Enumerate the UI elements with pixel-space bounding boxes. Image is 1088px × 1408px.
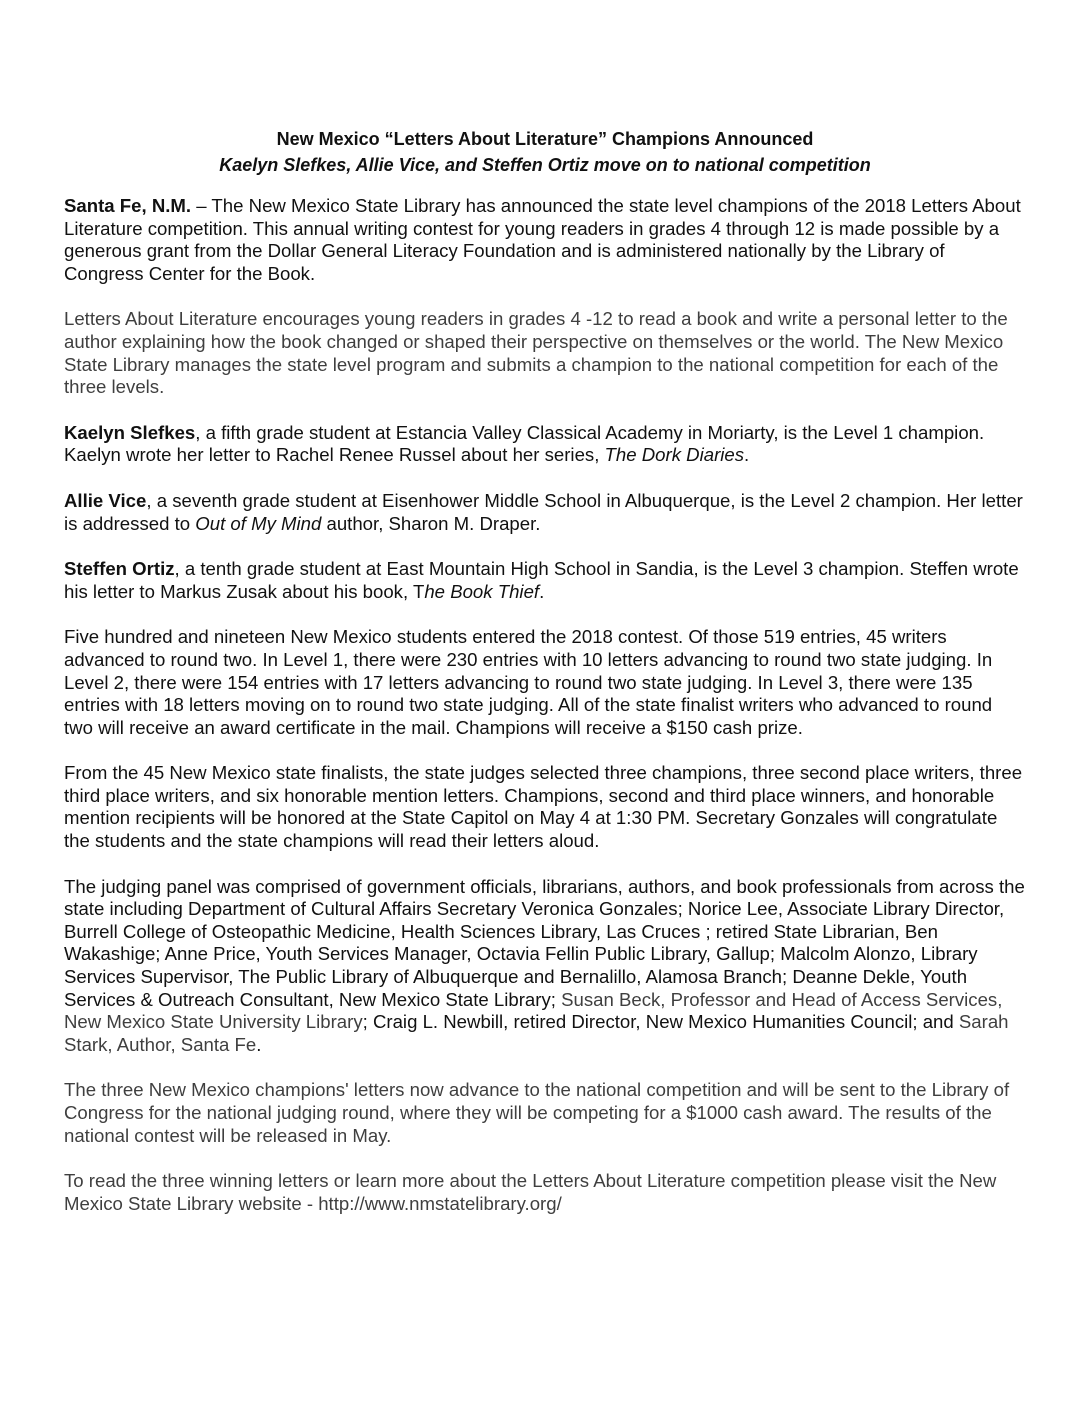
paragraph-program: Letters About Literature encourages young readers in grades 4 -12 to read a book and write a personal letter to the author explaining how the book changed or shaped their perspective on themselves or the world. The New Mexico State Library manages the state level program and submits a champion to the national competition for each of the three levels. xyxy=(64,308,1008,398)
champion-name: Kaelyn Slefkes xyxy=(64,421,196,443)
champion-name: Steffen Ortiz xyxy=(64,558,175,580)
paragraph-finalists: From the 45 New Mexico state finalists, the state judges selected three champions, three second place writers, three third place writers, and six honorable mention letters. Champions, second and third place winners, and honorable mention recipients will be honored at the State Capitol on May 4 at 1:30 PM. Secretary Gonzales will congratulate the students and the state champions will read their letters aloud. xyxy=(64,762,1023,852)
champion-text: , a tenth grade student at East Mountain High School in Sandia, is the Level 3 champion. Steffen wrote his letter to Markus Zusak about his book, T xyxy=(64,558,1019,602)
paragraph-level1-champion: Kaelyn Slefkes, a fifth grade student at Estancia Valley Classical Academy in Moriarty, is the Level 1 champion. Kaelyn wrote her letter to Rachel Renee Russel about her series, The Dork Diaries. xyxy=(64,421,985,466)
book-title: The Dork Diaries xyxy=(604,444,745,466)
paragraph-intro xyxy=(64,195,1026,285)
champion-text: , a seventh grade student at Eisenhower Middle School in Albuquerque, is the Level 2 champion. Her letter is addressed to xyxy=(64,489,1023,534)
champion-name: Allie Vice xyxy=(64,489,147,511)
paragraph-entries: Five hundred and nineteen New Mexico students entered the 2018 contest. Of those 519 entries, 45 writers advanced to round two. In Level 1, there were 230 entries with 10 letters advancing to round two state judging. In Level 2, there were 154 entries with 17 letters advancing to round two state judging. In Level 3, there were 135 entries with 18 letters moving on to round two state judging. All of the state finalist writers who advanced to round two will receive an award certificate in the mail. Champions will receive a $150 cash prize. xyxy=(64,626,993,738)
intro-text: – The New Mexico State Library has announced the state level champions of the 2018 Letters About Literature competition. This annual writing contest for young readers in grades 4 through 12 is made possible by a generous grant from the Dollar General Literacy Foundation and is administered nationally by the Library of Congress Center for the Book. xyxy=(64,195,1021,284)
champion-text: , a fifth grade student at Estancia Valley Classical Academy in Moriarty, is the Level 1 champion. Kaelyn wrote her letter to Rachel Renee Russel about her series, xyxy=(64,421,985,466)
press-release xyxy=(64,126,1026,1238)
headline-block xyxy=(64,126,1026,178)
subheadline: Kaelyn Slefkes, Allie Vice, and Steffen Ortiz move on to national competition xyxy=(219,155,871,175)
headline: New Mexico “Letters About Literature” Champions Announced xyxy=(276,129,814,149)
book-title: Out of My Mind xyxy=(195,512,322,534)
paragraph-judging-panel: The judging panel was comprised of government officials, librarians, authors, and book professionals from across the state including Department of Cultural Affairs Secretary Veronica Gonzales; Norice Lee, Associate Library Director, Burrell College of Osteopathic Medicine, Health Sciences Library, Las Cruces ; retired State Librarian, Ben Wakashige; Anne Price, Youth Services Manager, Octavia Fellin Public Library, Gallup; Malcolm Alonzo, Library Services Supervisor, The Public Library of Albuquerque and Bernalillo, Alamosa Branch; Deanne Dekle, Youth Services & Outreach Consultant, New Mexico State Library; Susan Beck, Professor and Head of Access Services, New Mexico State University Library; Craig L. Newbill, retired Director, New Mexico Humanities Council; and Sarah Stark, Author, Santa Fe. xyxy=(64,875,1025,1055)
paragraph-level3-champion: Steffen Ortiz, a tenth grade student at East Mountain High School in Sandia, is the Level 3 champion. Steffen wrote his letter to Markus Zusak about his book, The Book Thief. xyxy=(64,558,1019,602)
paragraph-national: The three New Mexico champions' letters now advance to the national competition and will be sent to the Library of Congress for the national judging round, where they will be competing for a $1000 cash award. The results of the national contest will be released in May. xyxy=(64,1079,1010,1146)
paragraph-website: To read the three winning letters or learn more about the Letters About Literature competition please visit the New Mexico State Library website - http://www.nmstatelibrary.org/ xyxy=(64,1170,997,1214)
dateline: Santa Fe, N.M. xyxy=(64,195,192,216)
book-title: he Book Thief xyxy=(424,580,540,602)
paragraph-level2-champion: Allie Vice, a seventh grade student at Eisenhower Middle School in Albuquerque, is the Level 2 champion. Her letter is addressed to Out of My Mind author, Sharon M. Draper. xyxy=(64,489,1023,534)
